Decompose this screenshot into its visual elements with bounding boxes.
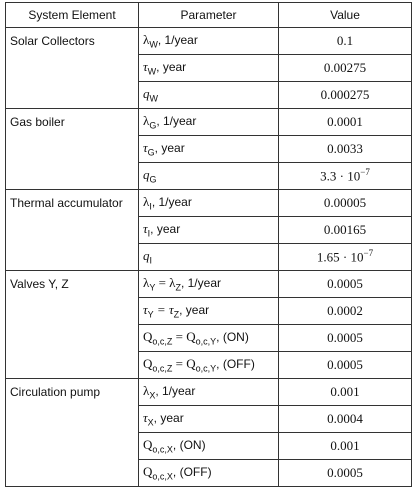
value-exponent: −7	[363, 248, 374, 259]
value-cell	[279, 82, 412, 109]
value-text: 0.00165	[323, 222, 367, 237]
header-system-element: System Element	[6, 3, 139, 28]
parameter-symbol: λ	[143, 275, 150, 291]
table-body	[6, 28, 412, 487]
parameter-symbol: τ	[143, 302, 148, 318]
parameter-subscript: Z	[175, 282, 181, 293]
header-row	[6, 3, 412, 28]
value-cell	[279, 190, 412, 217]
parameter-unit: , (OFF)	[216, 357, 255, 372]
parameter-subscript: o,c,X	[152, 444, 173, 455]
parameter-cell	[139, 433, 279, 460]
value-cell	[279, 163, 412, 190]
table-row	[6, 379, 412, 406]
value-cell	[279, 379, 412, 406]
table-row	[6, 109, 412, 136]
parameter-cell	[139, 217, 279, 244]
value-cell	[279, 460, 412, 487]
system-element-cell: Gas boiler	[6, 109, 139, 190]
value-text: 1.65 · 10	[316, 249, 364, 265]
parameter-subscript: o,c,Y	[195, 363, 217, 374]
parameter-unit: , year	[156, 60, 187, 75]
value-cell	[279, 352, 412, 379]
parameter-unit: , (ON)	[172, 438, 206, 453]
system-element-cell: Valves Y, Z	[6, 271, 139, 379]
parameter-symbol: Q	[143, 356, 153, 372]
parameter-equals: = Q	[172, 356, 196, 372]
value-text: 0.0001	[327, 114, 363, 129]
parameter-cell	[139, 244, 279, 271]
parameter-symbol: q	[143, 86, 150, 102]
parameter-unit: , 1/year	[151, 195, 192, 210]
parameter-subscript: Y	[147, 309, 154, 320]
system-element-cell: Thermal accumulator	[6, 190, 139, 271]
parameter-unit: , year	[154, 141, 185, 156]
header-parameter: Parameter	[139, 3, 279, 28]
parameter-symbol: Q	[143, 464, 153, 480]
parameter-subscript: I	[149, 255, 153, 266]
parameter-subscript: I	[147, 228, 151, 239]
parameter-cell	[139, 190, 279, 217]
parameter-cell	[139, 109, 279, 136]
parameter-symbol: τ	[143, 410, 148, 426]
value-cell	[279, 433, 412, 460]
parameter-symbol: τ	[143, 59, 148, 75]
parameter-unit: , 1/year	[156, 114, 197, 129]
parameter-symbol: q	[143, 248, 150, 264]
value-text: 0.001	[330, 438, 360, 453]
parameter-equals: = τ	[153, 302, 174, 318]
value-exponent: −7	[360, 167, 370, 178]
parameter-cell	[139, 55, 279, 82]
value-cell	[279, 271, 412, 298]
system-element-cell: Solar Collectors	[6, 28, 139, 109]
table-row	[6, 28, 412, 55]
value-text: 0.000275	[320, 87, 370, 102]
parameter-unit: , (ON)	[216, 330, 249, 345]
parameter-subscript: X	[147, 417, 154, 428]
parameter-subscript: o,c,X	[152, 471, 173, 482]
parameter-cell	[139, 379, 279, 406]
parameter-symbol: τ	[143, 221, 148, 237]
table-row	[6, 190, 412, 217]
parameters-table	[5, 2, 412, 487]
parameter-subscript: X	[149, 390, 156, 401]
parameter-subscript: o,c,Z	[152, 363, 173, 374]
value-text: 0.0002	[327, 303, 363, 318]
value-text: 0.001	[330, 384, 360, 399]
parameter-unit: , year	[150, 222, 181, 237]
value-cell	[279, 136, 412, 163]
parameter-subscript: G	[147, 147, 155, 158]
value-text: 0.1	[336, 33, 354, 48]
parameter-cell	[139, 136, 279, 163]
parameter-cell	[139, 406, 279, 433]
value-text: 0.0033	[327, 141, 363, 156]
parameter-symbol: Q	[143, 329, 153, 345]
parameter-cell	[139, 28, 279, 55]
value-text: 0.00275	[323, 60, 367, 75]
value-cell	[279, 217, 412, 244]
system-element-cell: Circulation pump	[6, 379, 139, 487]
parameter-subscript: W	[149, 39, 158, 50]
parameter-cell	[139, 352, 279, 379]
parameter-subscript: W	[147, 66, 157, 77]
parameter-symbol: q	[143, 167, 150, 183]
parameter-unit: , 1/year	[155, 384, 196, 399]
value-text: 0.0005	[327, 357, 363, 372]
parameter-symbol: λ	[143, 194, 150, 210]
parameter-subscript: Z	[173, 309, 180, 320]
value-text: 0.00005	[323, 195, 367, 210]
parameter-cell	[139, 163, 279, 190]
header-value: Value	[279, 3, 412, 28]
value-cell	[279, 55, 412, 82]
parameter-cell	[139, 82, 279, 109]
parameter-unit: , year	[153, 411, 184, 426]
value-text: 0.0005	[327, 276, 363, 291]
parameter-cell	[139, 271, 279, 298]
parameter-subscript: o,c,Z	[152, 336, 173, 347]
parameter-equals: = Q	[172, 329, 196, 345]
parameter-cell	[139, 325, 279, 352]
value-cell	[279, 325, 412, 352]
value-cell	[279, 109, 412, 136]
value-text: 3.3 · 10	[320, 168, 361, 184]
parameter-symbol: Q	[143, 437, 153, 453]
parameter-symbol: τ	[143, 140, 148, 156]
value-cell	[279, 298, 412, 325]
parameter-cell	[139, 460, 279, 487]
parameter-unit: , year	[179, 303, 210, 318]
value-cell	[279, 28, 412, 55]
value-text: 0.0005	[327, 465, 363, 480]
parameter-subscript: G	[149, 174, 157, 185]
parameter-equals: = λ	[155, 275, 176, 291]
parameter-unit: , 1/year	[180, 276, 221, 291]
value-cell	[279, 406, 412, 433]
parameter-symbol: λ	[143, 32, 150, 48]
parameter-unit: , 1/year	[157, 33, 198, 48]
value-text: 0.0005	[327, 330, 363, 345]
parameter-symbol: λ	[143, 113, 150, 129]
parameter-symbol: λ	[143, 383, 150, 399]
parameter-subscript: I	[149, 201, 152, 212]
value-text: 0.0004	[327, 411, 363, 426]
parameter-subscript: Y	[149, 282, 156, 293]
parameter-unit: , (OFF)	[172, 465, 212, 480]
parameter-cell	[139, 298, 279, 325]
table-row	[6, 271, 412, 298]
parameter-subscript: o,c,Y	[195, 336, 217, 347]
parameter-subscript: G	[149, 120, 157, 131]
parameter-subscript: W	[149, 93, 158, 104]
value-cell	[279, 244, 412, 271]
